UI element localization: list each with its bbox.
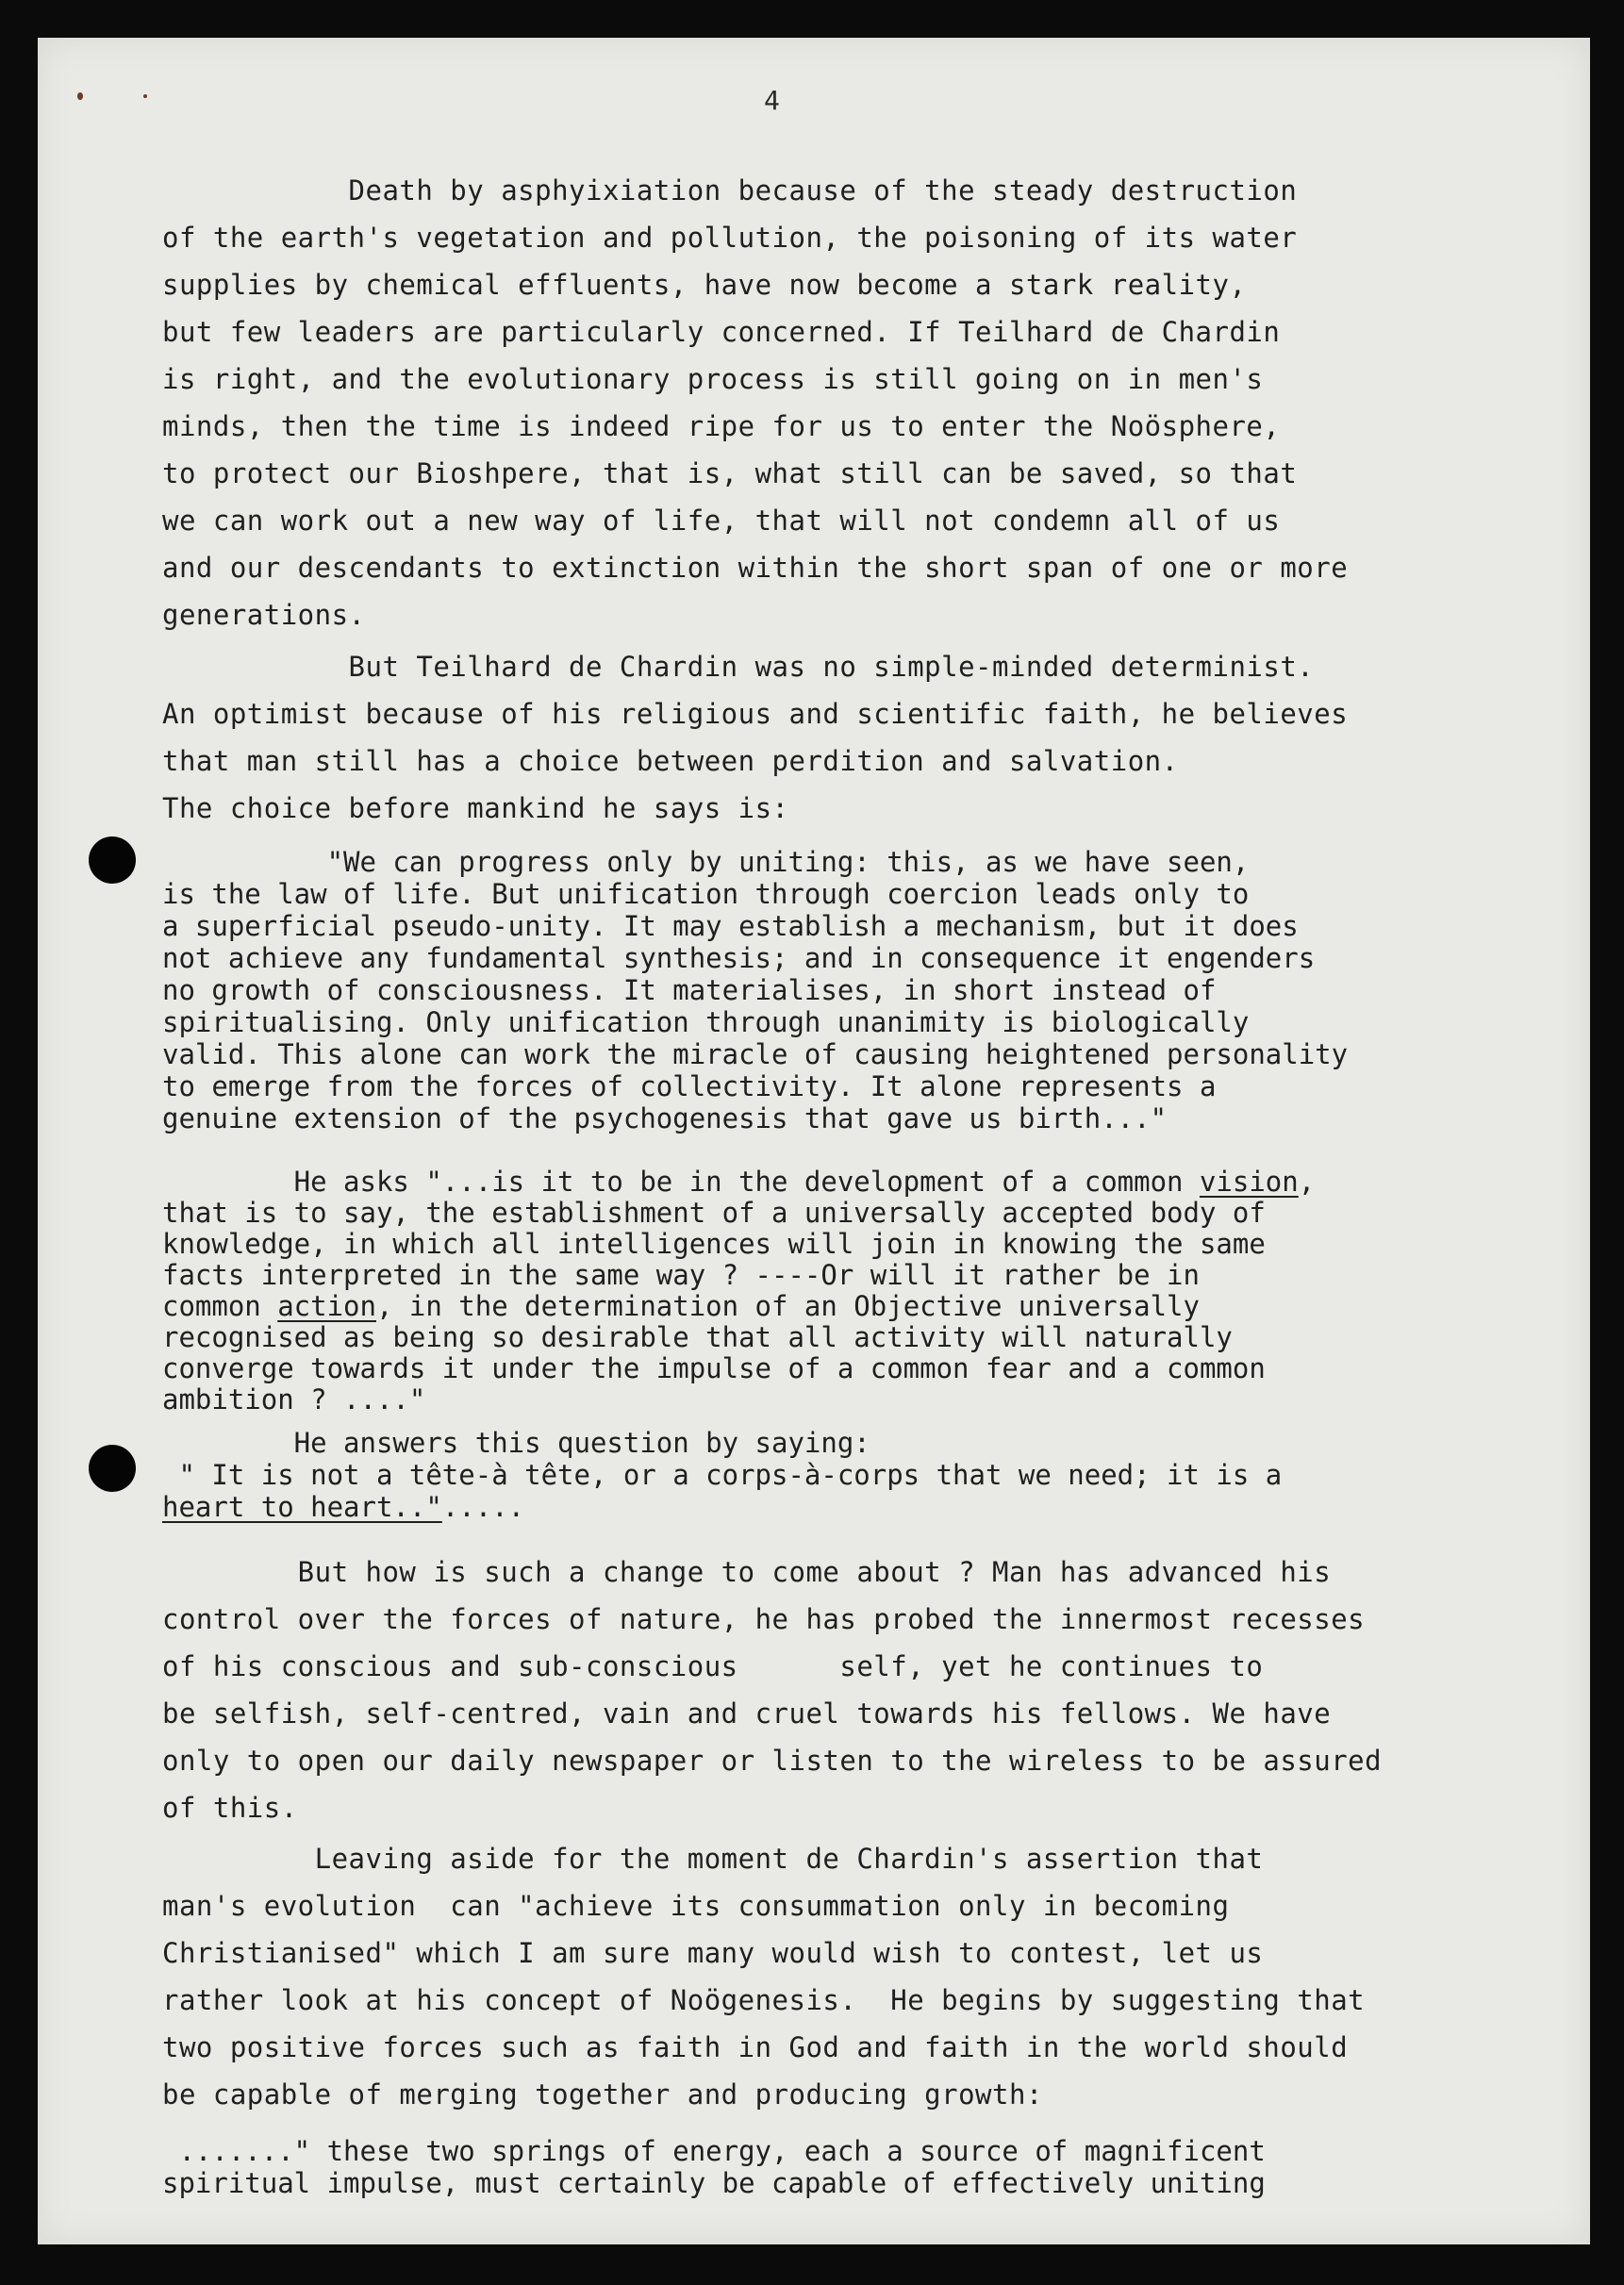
text-line: a superficial pseudo-unity. It may establish a mechanism, but it does	[162, 910, 1299, 942]
typewritten-page	[38, 38, 1590, 2244]
text-line: ambition ? ...."	[162, 1383, 426, 1416]
ink-speck	[77, 92, 83, 100]
text-line: Leaving aside for the moment de Chardin's assertion that	[162, 1843, 1264, 1875]
text-line: " It is not a tête-à tête, or a corps-à-corps that we need; it is a	[162, 1459, 1283, 1491]
text-line: An optimist because of his religious and scientific faith, he believes	[162, 698, 1349, 730]
text-line: to protect our Bioshpere, that is, what still can be saved, so that	[162, 457, 1298, 489]
text-run: common	[162, 1290, 278, 1322]
text-line: that is to say, the establishment of a universally accepted body of	[162, 1197, 1266, 1229]
text-line: converge towards it under the impulse of a common fear and a common	[162, 1352, 1266, 1384]
text-line: to emerge from the forces of collectivity. It alone represents a	[162, 1070, 1217, 1102]
text-line: not achieve any fundamental synthesis; and in consequence it engenders	[162, 942, 1316, 974]
text-line: but few leaders are particularly concerned. If Teilhard de Chardin	[162, 316, 1281, 348]
text-run: ,	[1298, 1166, 1316, 1198]
text-line: facts interpreted in the same way ? ----Or will it rather be in	[162, 1259, 1200, 1291]
text-line: recognised as being so desirable that all activity will naturally	[162, 1321, 1233, 1353]
text-line	[162, 1166, 1315, 1198]
text-line: genuine extension of the psychogenesis that gave us birth..."	[162, 1102, 1168, 1134]
text-line: is right, and the evolutionary process is still going on in men's	[162, 363, 1264, 395]
text-line: spiritualising. Only unification through unanimity is biologically	[162, 1006, 1250, 1038]
text-line: generations.	[162, 599, 366, 631]
text-run: .....	[441, 1491, 525, 1523]
text-line: But Teilhard de Chardin was no simple-minded determinist.	[162, 651, 1315, 683]
page-number: 4	[764, 85, 780, 116]
punch-hole-top	[89, 836, 136, 884]
text-line: only to open our daily newspaper or listen to the wireless to be assured	[162, 1745, 1383, 1777]
text-line: spiritual impulse, must certainly be capable of effectively uniting	[162, 2167, 1266, 2199]
underlined-phrase: heart to heart.."	[162, 1491, 442, 1523]
text-line	[162, 1290, 1200, 1322]
text-run: , in the determination of an Objective universally	[375, 1290, 1200, 1322]
text-line: and our descendants to extinction within the short span of one or more	[162, 552, 1349, 584]
punch-hole-bottom	[89, 1445, 136, 1492]
text-line: two positive forces such as faith in God and faith in the world should	[162, 2031, 1349, 2063]
text-run: He asks "...is it to be in the development of a common	[162, 1166, 1200, 1198]
text-line: of the earth's vegetation and pollution, the poisoning of its water	[162, 222, 1298, 254]
text-line: Death by asphyixiation because of the steady destruction	[162, 174, 1298, 207]
text-line: we can work out a new way of life, that will not condemn all of us	[162, 505, 1281, 537]
text-line: control over the forces of nature, he has probed the innermost recesses	[162, 1603, 1366, 1635]
text-line: that man still has a choice between perdition and salvation.	[162, 745, 1179, 777]
text-line: is the law of life. But unification through coercion leads only to	[162, 878, 1250, 910]
text-line: ......." these two springs of energy, each a source of magnificent	[162, 2135, 1266, 2167]
ink-speck	[143, 94, 147, 98]
text-line: be capable of merging together and producing growth:	[162, 2078, 1043, 2111]
text-line: rather look at his concept of Noögenesis. He begins by suggesting that	[162, 1984, 1366, 2016]
text-line: The choice before mankind he says is:	[162, 792, 789, 824]
text-line: be selfish, self-centred, vain and cruel towards his fellows. We have	[162, 1697, 1332, 1730]
text-line: He answers this question by saying:	[162, 1427, 870, 1459]
text-line: man's evolution can "achieve its consummation only in becoming	[162, 1890, 1230, 1922]
text-line: minds, then the time is indeed ripe for us to enter the Noösphere,	[162, 410, 1281, 442]
underlined-word: action	[277, 1290, 376, 1322]
text-line: of his conscious and sub-conscious self, yet he continues to	[162, 1650, 1264, 1682]
text-line: valid. This alone can work the miracle of causing heightened personality	[162, 1038, 1349, 1070]
underlined-word: vision	[1199, 1166, 1299, 1198]
text-line: But how is such a change to come about ? Man has advanced his	[162, 1556, 1332, 1588]
text-line: "We can progress only by uniting: this, as we have seen,	[162, 846, 1250, 878]
text-line: of this.	[162, 1792, 298, 1824]
text-line: supplies by chemical effluents, have now become a stark reality,	[162, 269, 1247, 301]
text-line: knowledge, in which all intelligences will join in knowing the same	[162, 1228, 1266, 1260]
text-line: no growth of consciousness. It materialises, in short instead of	[162, 974, 1217, 1006]
text-line	[162, 1491, 524, 1523]
text-line: Christianised" which I am sure many would wish to contest, let us	[162, 1937, 1264, 1969]
